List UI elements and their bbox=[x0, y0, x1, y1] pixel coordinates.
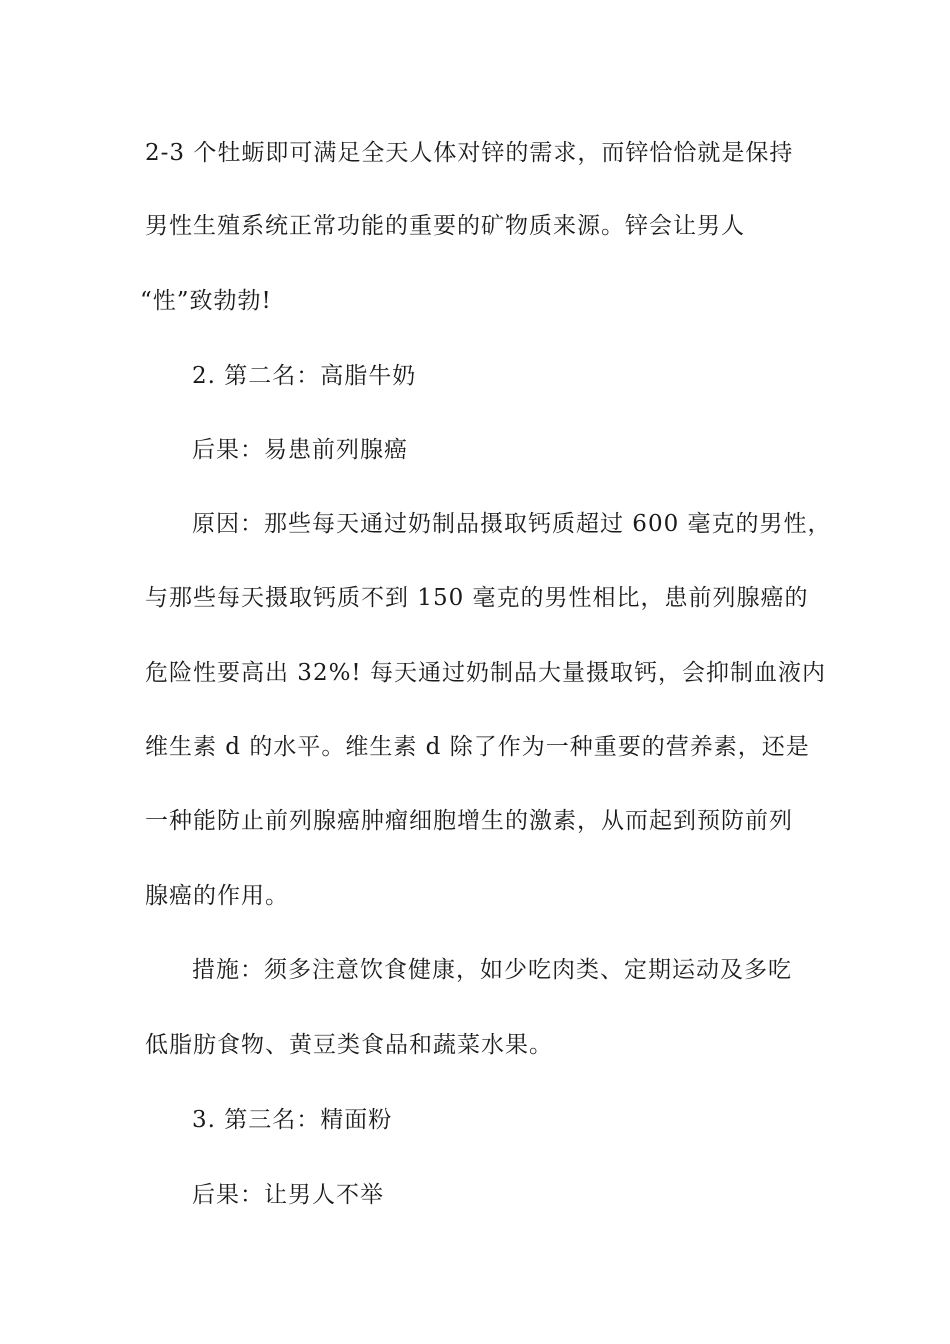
section-heading: 3. 第三名：精面粉 bbox=[192, 1107, 393, 1133]
section-heading: 2. 第二名：高脂牛奶 bbox=[192, 363, 417, 389]
paragraph-line: 后果：易患前列腺癌 bbox=[192, 437, 408, 463]
paragraph-line: “性”致勃勃! bbox=[140, 288, 272, 314]
paragraph-line: 一种能防止前列腺癌肿瘤细胞增生的激素，从而起到预防前列 bbox=[145, 808, 793, 834]
paragraph-line: 措施：须多注意饮食健康，如少吃肉类、定期运动及多吃 bbox=[192, 957, 792, 983]
paragraph-line: 腺癌的作用。 bbox=[145, 883, 289, 909]
paragraph-line: 男性生殖系统正常功能的重要的矿物质来源。锌会让男人 bbox=[145, 213, 745, 239]
paragraph-line: 低脂肪食物、黄豆类食品和蔬菜水果。 bbox=[145, 1032, 553, 1058]
paragraph-line: 原因：那些每天通过奶制品摄取钙质超过 600 毫克的男性， bbox=[192, 511, 832, 537]
paragraph-line: 危险性要高出 32%! 每天通过奶制品大量摄取钙，会抑制血液内 bbox=[145, 660, 826, 686]
paragraph-line: 2-3 个牡蛎即可满足全天人体对锌的需求，而锌恰恰就是保持 bbox=[145, 140, 794, 166]
paragraph-line: 后果：让男人不举 bbox=[192, 1182, 384, 1208]
paragraph-line: 维生素 d 的水平。维生素 d 除了作为一种重要的营养素，还是 bbox=[145, 734, 810, 760]
paragraph-line: 与那些每天摄取钙质不到 150 毫克的男性相比，患前列腺癌的 bbox=[145, 585, 809, 611]
